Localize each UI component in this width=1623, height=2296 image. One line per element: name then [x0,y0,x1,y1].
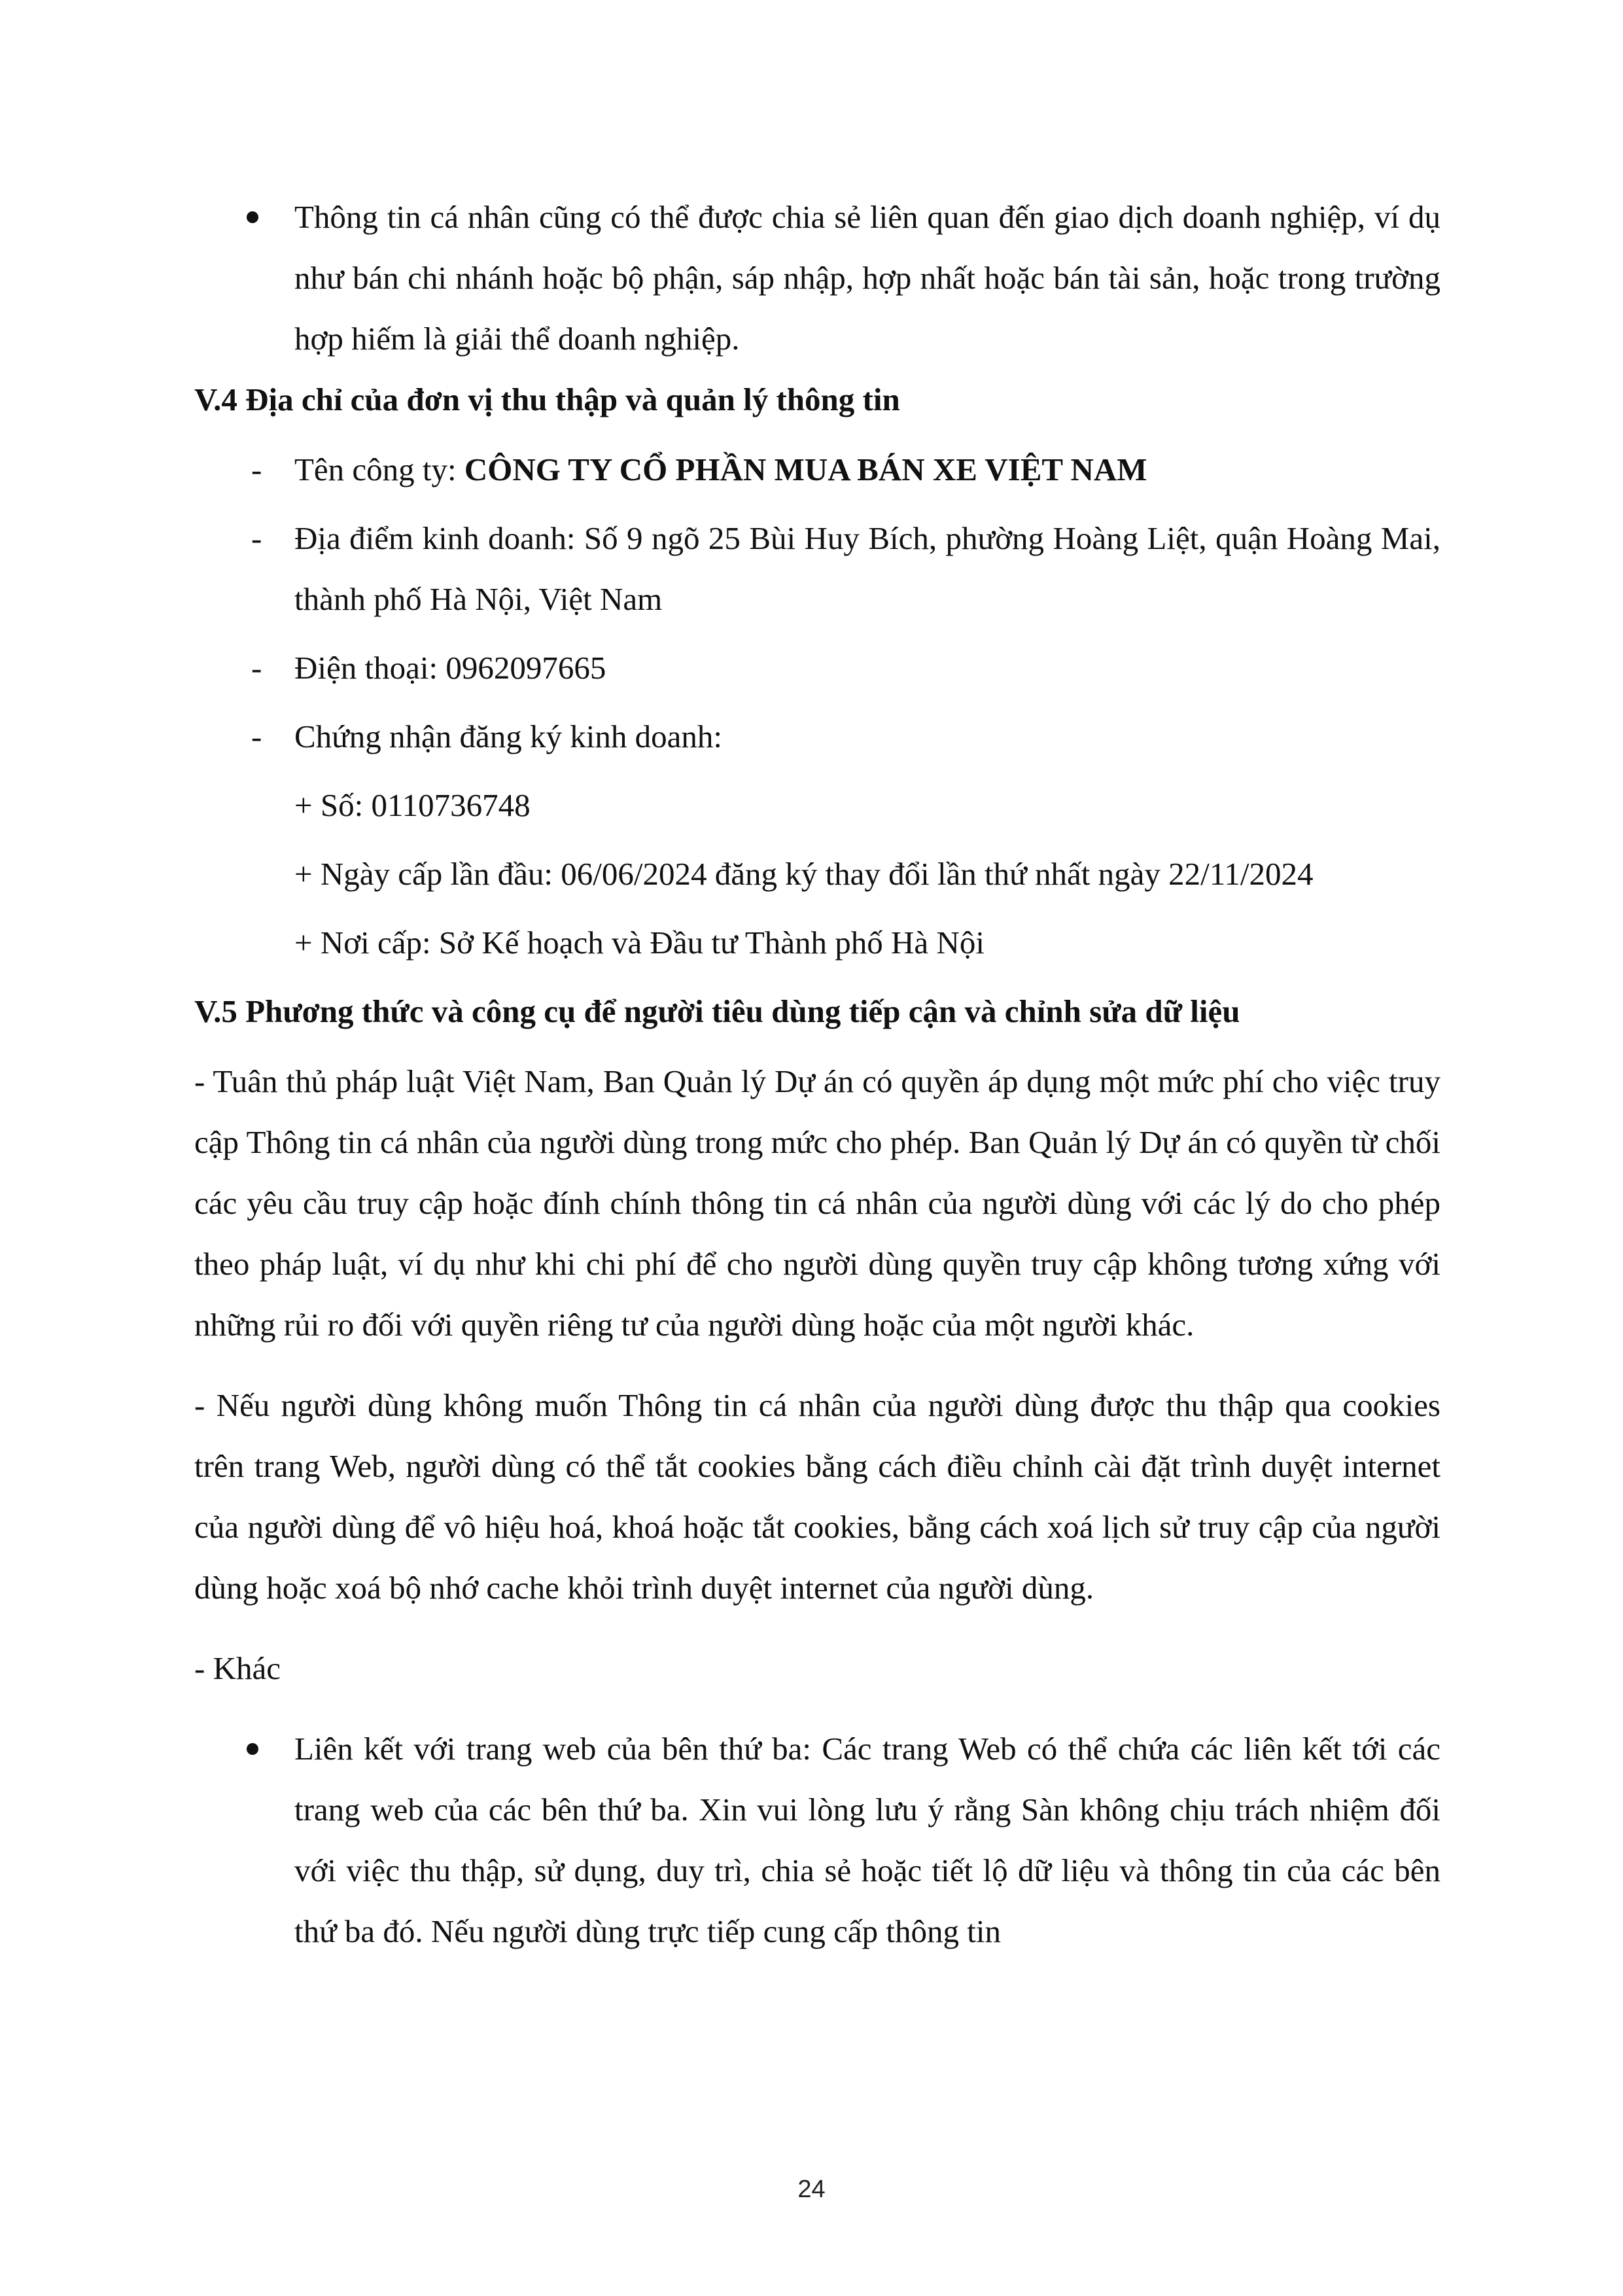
phone-line [194,637,1440,698]
bullet-business-transaction [194,186,1440,369]
bullet-text: Thông tin cá nhân cũng có thể được chia sẻ liên quan đến giao dịch doanh nghiệp, ví dụ như bán chi nhánh hoặc bộ phận, sáp nhập, hợp nhất hoặc bán tài sản, hoặc trong trường hợp hiếm là giải thể doanh nghiệp. [294,199,1440,357]
paragraph-other: - Khác [194,1650,281,1686]
paragraph-cookies: - Nếu người dùng không muốn Thông tin cá nhân của người dùng được thu thập qua cookies trên trang Web, người dùng có thể tắt cookies bằng cách điều chỉnh cài đặt trình duyệt internet của người dùng để vô hiệu hoá, khoá hoặc tắt cookies, bằng cách xoá lịch sử truy cập của người dùng hoặc xoá bộ nhớ cache khỏi trình duyệt internet của người dùng. [194,1387,1440,1606]
document-page [194,186,1440,1962]
paragraph-access-fee: - Tuân thủ pháp luật Việt Nam, Ban Quản lý Dự án có quyền áp dụng một mức phí cho việc truy cập Thông tin cá nhân của người dùng trong mức cho phép. Ban Quản lý Dự án có quyền từ chối các yêu cầu truy cập hoặc đính chính thông tin cá nhân của người dùng với các lý do cho phép theo pháp luật, ví dụ như khi chi phí để cho người dùng quyền truy cập không tương xứng với những rủi ro đối với quyền riêng tư của người dùng hoặc của một người khác. [194,1063,1440,1343]
bullet-dot-icon [247,211,258,223]
dash-marker: - [251,451,262,487]
company-name: CÔNG TY CỔ PHẦN MUA BÁN XE VIỆT NAM [464,451,1147,487]
certificate-text: Chứng nhận đăng ký kinh doanh: [294,718,722,754]
address-text: Địa điểm kinh doanh: Số 9 ngõ 25 Bùi Huy Bích, phường Hoàng Liệt, quận Hoàng Mai, thành phố Hà Nội, Việt Nam [294,520,1440,617]
section-v4-heading: V.4 Địa chỉ của đơn vị thu thập và quản lý thông tin [194,381,900,417]
dash-marker: - [251,520,262,556]
cert-number: + Số: 0110736748 [294,787,531,823]
cert-place: + Nơi cấp: Sở Kế hoạch và Đầu tư Thành phố Hà Nội [294,925,985,961]
page-number: 24 [797,2176,826,2203]
certificate-line [194,706,1440,767]
bullet-text: Liên kết với trang web của bên thứ ba: Các trang Web có thể chứa các liên kết tới các trang web của các bên thứ ba. Xin vui lòng lưu ý rằng Sàn không chịu trách nhiệm đối với việc thu thập, sử dụng, duy trì, chia sẻ hoặc tiết lộ dữ liệu và thông tin của các bên thứ ba đó. Nếu người dùng trực tiếp cung cấp thông tin [294,1731,1440,1949]
phone-text: Điện thoại: 0962097665 [294,650,606,686]
cert-date: + Ngày cấp lần đầu: 06/06/2024 đăng ký thay đổi lần thứ nhất ngày 22/11/2024 [294,856,1314,892]
address-line [194,508,1440,629]
dash-marker: - [251,650,262,686]
company-name-line [194,439,1440,500]
bullet-third-party-links [194,1718,1440,1962]
bullet-dot-icon [247,1743,258,1755]
dash-marker: - [251,718,262,754]
company-label: Tên công ty: [294,451,464,487]
section-v5-heading: V.5 Phương thức và công cụ để người tiêu dùng tiếp cận và chỉnh sửa dữ liệu [194,993,1240,1029]
